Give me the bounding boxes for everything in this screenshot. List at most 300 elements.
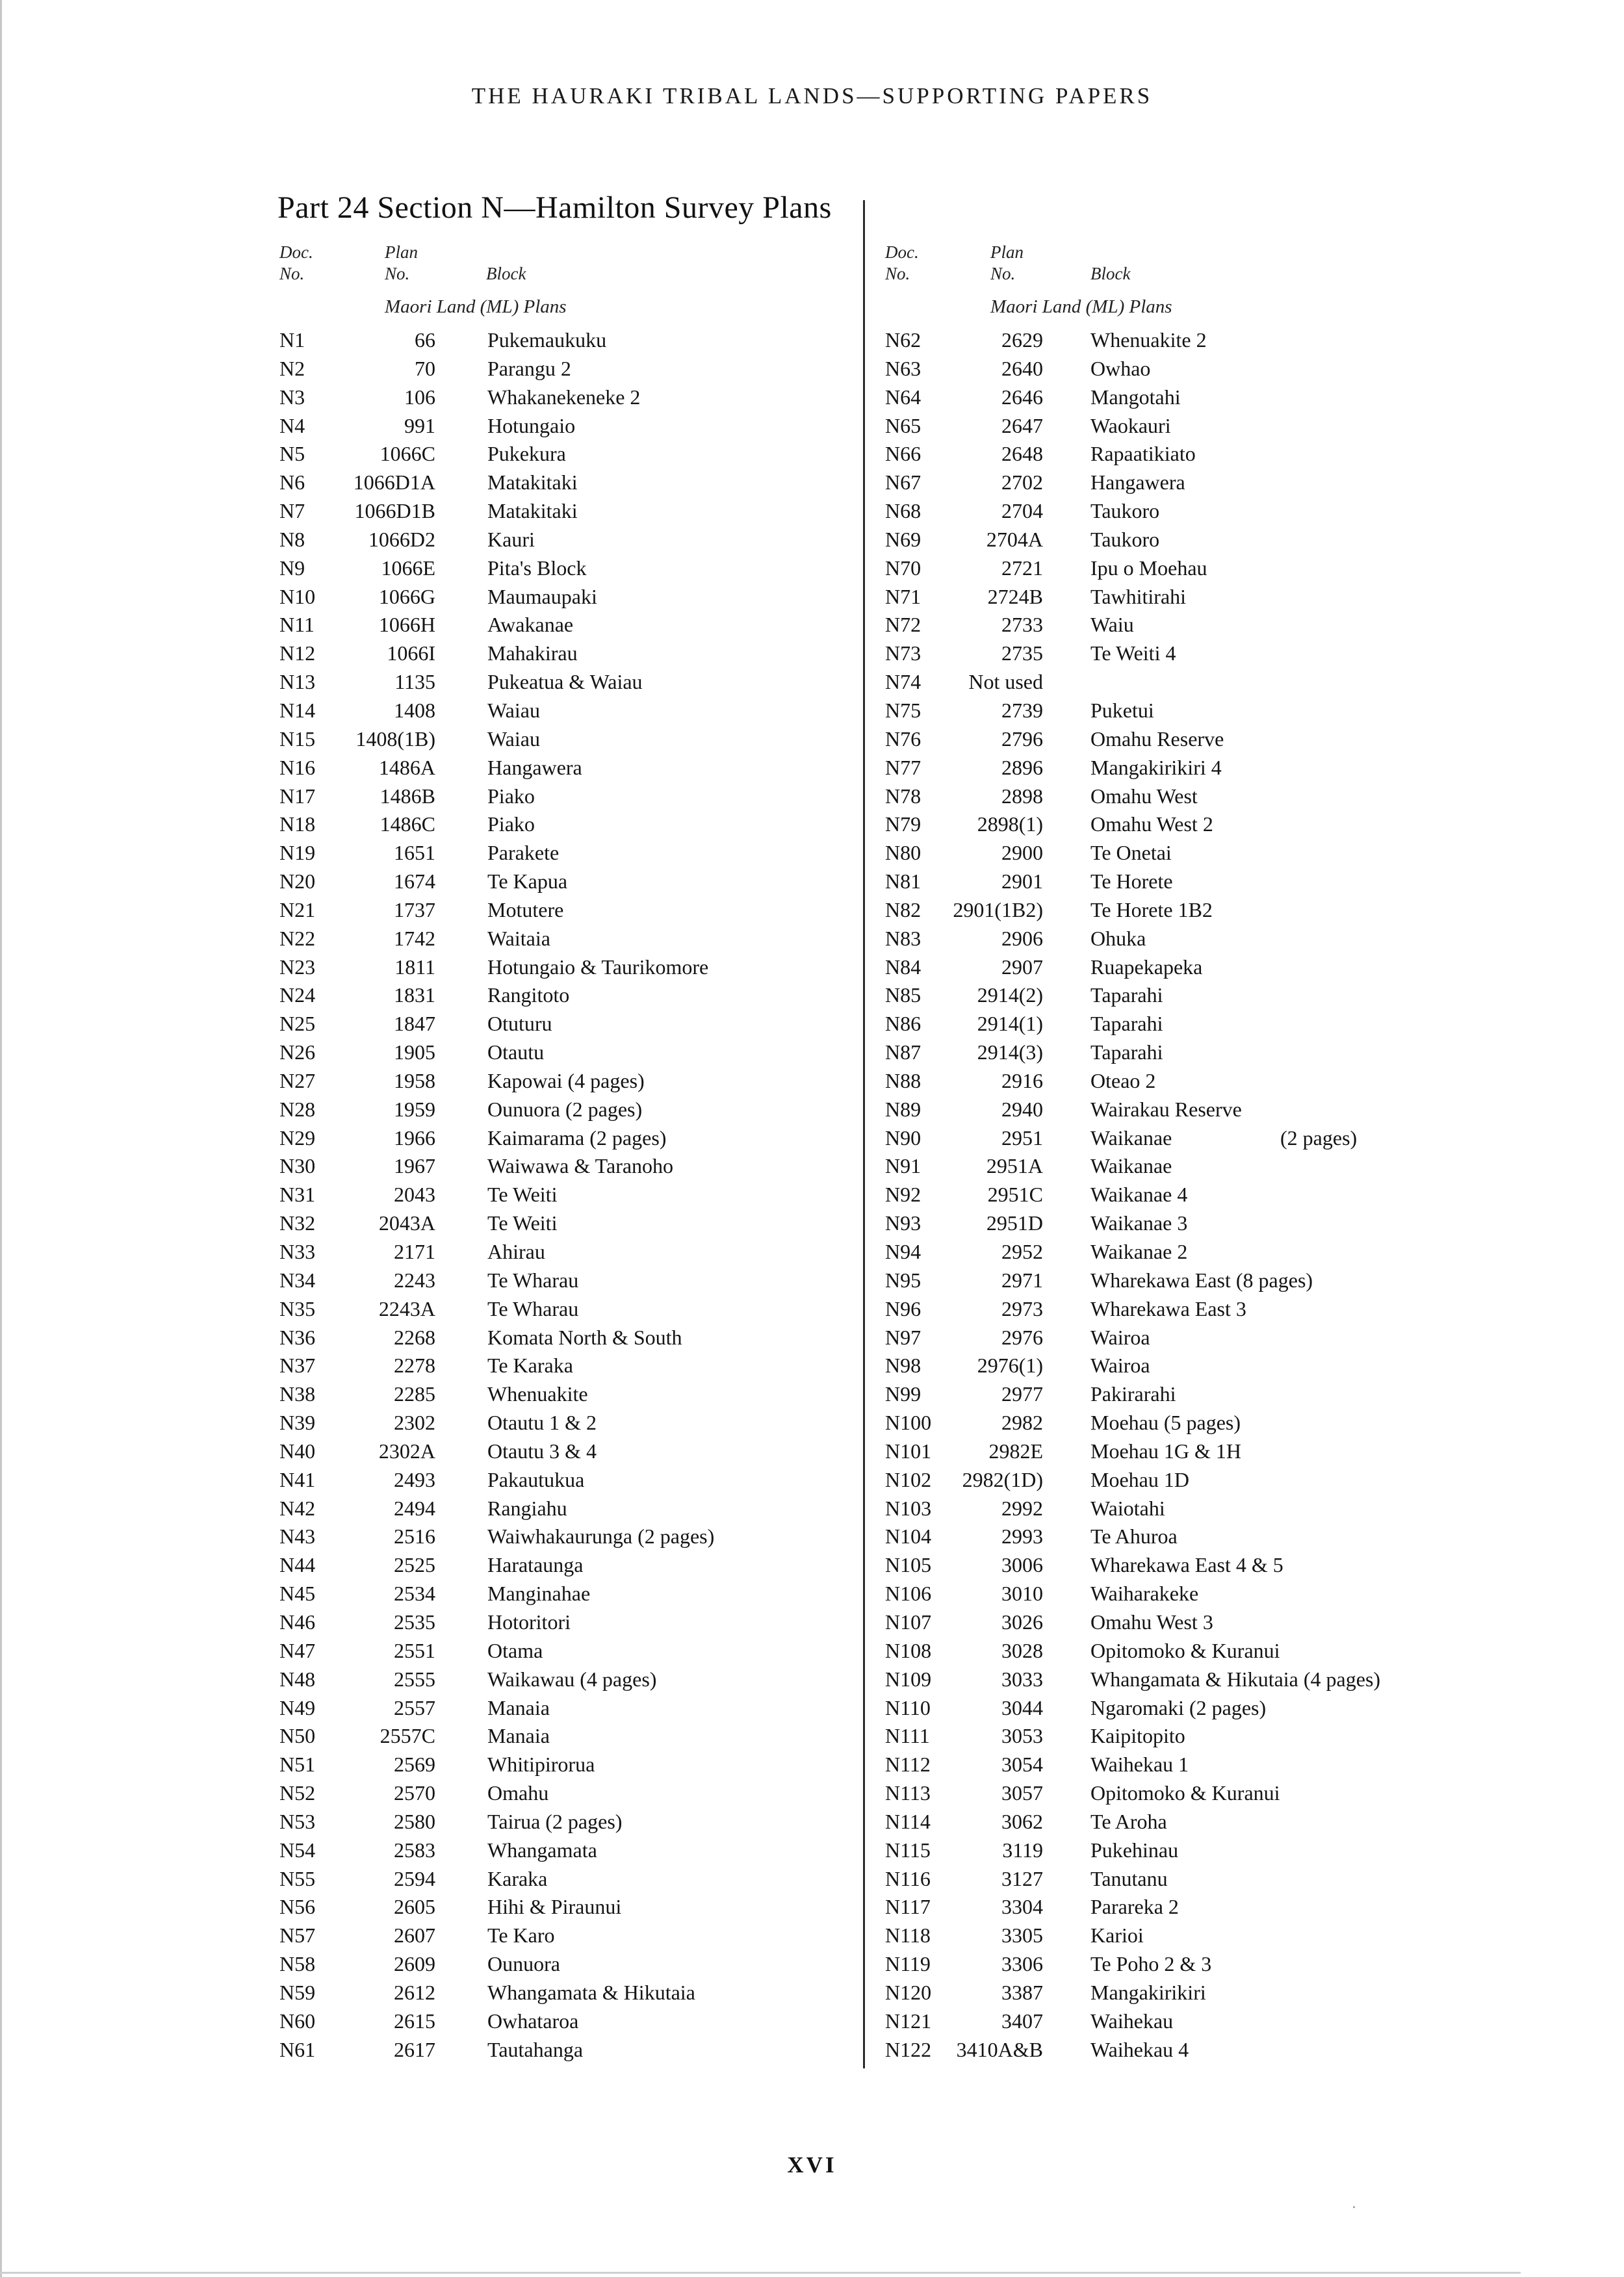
block-name: Te Weiti: [487, 1183, 558, 1207]
plan-number: 106: [404, 385, 435, 409]
doc-number: N16: [279, 755, 316, 779]
table-row: [885, 1836, 1535, 1865]
table-row: [279, 1836, 929, 1865]
plan-number: 3306: [1001, 1952, 1043, 1976]
doc-number: N60: [279, 2009, 316, 2033]
block-name: Waihekau: [1090, 2009, 1174, 2033]
plan-number: 3026: [1001, 1610, 1043, 1634]
doc-number: N15: [279, 727, 316, 751]
table-row: [885, 1551, 1535, 1580]
block-name: Waitaia: [487, 926, 550, 950]
plan-number: 1066H: [378, 613, 435, 637]
plan-number: 1066D1A: [353, 470, 435, 495]
block-name: Taparahi: [1090, 1012, 1163, 1036]
doc-number: N94: [885, 1240, 922, 1263]
block-name: Mangakirikiri 4: [1090, 755, 1222, 779]
block-name: Pakirarahi: [1090, 1382, 1176, 1406]
plan-number: 1486C: [380, 812, 435, 836]
doc-number: N108: [885, 1638, 932, 1662]
table-row: [279, 782, 929, 811]
block-name: Pukehinau: [1090, 1838, 1179, 1862]
table-row: [885, 1295, 1535, 1324]
table-row: [279, 526, 929, 554]
plan-number: 2569: [394, 1753, 435, 1777]
table-row: [885, 1865, 1535, 1894]
plan-number: 1959: [394, 1097, 435, 1121]
doc-number: N45: [279, 1582, 316, 1606]
doc-number: N104: [885, 1524, 932, 1549]
table-row: [279, 1152, 929, 1181]
table-row: [885, 925, 1535, 953]
plan-number: 2609: [394, 1952, 435, 1976]
block-name: Te Karaka: [487, 1354, 573, 1378]
block-name: Manaia: [487, 1724, 550, 1748]
doc-number: N77: [885, 755, 922, 779]
block-name: Omahu West 3: [1090, 1610, 1213, 1634]
doc-number: N49: [279, 1695, 316, 1719]
block-name: Whenuakite 2: [1090, 328, 1207, 352]
block-name: Omahu West: [1090, 784, 1198, 808]
plan-number: 2951C: [987, 1183, 1043, 1207]
table-row: [885, 1067, 1535, 1096]
block-name: Owhataroa: [487, 2009, 579, 2033]
doc-number: N20: [279, 869, 316, 894]
table-row: [279, 1380, 929, 1409]
table-row: [885, 839, 1535, 868]
doc-number: N91: [885, 1154, 922, 1178]
block-name: Te Horete 1B2: [1090, 897, 1213, 921]
plan-number: 2171: [394, 1240, 435, 1263]
table-row: [279, 1238, 929, 1267]
doc-number: N10: [279, 584, 316, 608]
table-row: [279, 1523, 932, 1551]
doc-number: N96: [885, 1296, 922, 1320]
block-name: Waikanae: [1090, 1126, 1172, 1150]
plan-number: 1066D1B: [354, 499, 435, 523]
block-name: Moehau 1D: [1090, 1467, 1189, 1491]
scan-speck: [1353, 2206, 1355, 2208]
doc-number: N103: [885, 1496, 932, 1520]
doc-number: N75: [885, 698, 922, 722]
block-name: Otuturu: [487, 1012, 552, 1036]
doc-number: N100: [885, 1411, 932, 1435]
table-row: [279, 554, 929, 583]
block-name: Manaia: [487, 1695, 550, 1719]
table-row: [279, 469, 929, 497]
block-name: Mangotahi: [1090, 385, 1181, 409]
block-name: Whakanekeneke 2: [487, 385, 641, 409]
block-name: Ounuora: [487, 1952, 560, 1976]
doc-number: N102: [885, 1467, 932, 1491]
doc-number: N65: [885, 413, 922, 437]
doc-number: N76: [885, 727, 922, 751]
table-row: [279, 383, 929, 412]
table-row: [885, 2036, 1535, 2065]
table-row: [279, 1922, 929, 1950]
block-name: Hotungaio: [487, 413, 576, 437]
plan-number: 2898: [1001, 784, 1043, 808]
block-name: Puketui: [1090, 698, 1154, 722]
table-row: [885, 1523, 1535, 1551]
block-name: Te Wharau: [487, 1268, 579, 1292]
doc-number: N117: [885, 1895, 931, 1919]
block-name: Taukoro: [1090, 499, 1160, 523]
table-row: [885, 1608, 1535, 1637]
plan-number: 1958: [394, 1068, 435, 1092]
doc-number: N114: [885, 1809, 931, 1833]
plan-number: 2907: [1001, 955, 1043, 979]
plan-number: 3119: [1002, 1838, 1043, 1862]
table-row: [885, 896, 1535, 925]
doc-number: N51: [279, 1753, 316, 1777]
plan-number: 2901: [1001, 869, 1043, 894]
block-name: Taukoro: [1090, 527, 1160, 551]
table-row: [885, 412, 1535, 441]
ml-plans-subheader: Maori Land (ML) Plans: [990, 296, 1172, 317]
table-row: [885, 1238, 1535, 1267]
plan-number: 2605: [394, 1895, 435, 1919]
plan-number: 2629: [1001, 328, 1043, 352]
table-row: [885, 725, 1535, 754]
table-row: [279, 2007, 932, 2036]
plan-number: 2302A: [378, 1439, 435, 1463]
block-name: Waikanae: [1090, 1154, 1172, 1178]
block-name: Wairoa: [1090, 1325, 1150, 1349]
doc-number: N82: [885, 897, 922, 921]
table-row: [279, 953, 929, 982]
plan-number: 2607: [394, 1923, 435, 1948]
block-name: Hangawera: [487, 755, 582, 779]
table-row: [279, 1267, 929, 1295]
doc-header-line1: Doc.: [885, 242, 919, 262]
table-row: [885, 1437, 1535, 1466]
table-row: [885, 1152, 1535, 1181]
plan-number: 1905: [394, 1040, 435, 1064]
block-name: Rapaatikiato: [1090, 442, 1196, 466]
block-name: Opitomoko & Kuranui: [1090, 1781, 1280, 1805]
table-row: [279, 611, 929, 639]
table-row: [279, 1979, 932, 2007]
plan-number: 3062: [1001, 1809, 1043, 1833]
table-row: [279, 1580, 932, 1608]
table-row: [885, 1495, 1535, 1523]
table-row: [885, 1637, 1535, 1666]
table-row: [279, 1324, 929, 1352]
block-name: Waihekau 1: [1090, 1753, 1189, 1777]
running-header: THE HAURAKI TRIBAL LANDS—SUPPORTING PAPERS: [471, 83, 1153, 109]
doc-number: N99: [885, 1382, 922, 1406]
plan-number: 70: [415, 356, 435, 380]
doc-number: N115: [885, 1838, 931, 1862]
block-name: Ohuka: [1090, 926, 1146, 950]
doc-number: N23: [279, 955, 316, 979]
doc-number: N5: [279, 442, 305, 466]
table-row: [279, 1409, 932, 1437]
plan-number: 2951: [1001, 1126, 1043, 1150]
plan-number: 1408: [394, 698, 435, 722]
page-number: XVI: [787, 2152, 837, 2178]
doc-header-line1: Doc.: [279, 242, 313, 262]
block-name: Otautu: [487, 1040, 545, 1064]
plan-number: 1135: [394, 670, 435, 694]
block-name: Whenuakite: [487, 1382, 588, 1406]
doc-number: N3: [279, 385, 305, 409]
plan-number: 2557C: [380, 1724, 435, 1748]
plan-number: 2739: [1001, 698, 1043, 722]
table-row: [279, 1209, 929, 1238]
plan-number: 3006: [1001, 1553, 1043, 1577]
doc-number: N78: [885, 784, 922, 808]
doc-number: N81: [885, 869, 922, 894]
table-row: [279, 497, 929, 526]
block-name: Otautu 1 & 2: [487, 1411, 597, 1435]
doc-number: N61: [279, 2037, 316, 2061]
doc-number: N6: [279, 470, 305, 495]
doc-number: N119: [885, 1952, 931, 1976]
block-name: Wharekawa East 4 & 5: [1090, 1553, 1283, 1577]
doc-number: N66: [885, 442, 922, 466]
table-row: [279, 1694, 929, 1723]
plan-number: 1651: [394, 841, 435, 865]
block-name: Ahirau: [487, 1240, 545, 1263]
plan-number: 3028: [1001, 1638, 1043, 1662]
table-row: [279, 326, 929, 355]
plan-number: 1408(1B): [355, 727, 435, 751]
table-row: [885, 1181, 1535, 1209]
doc-number: N8: [279, 527, 305, 551]
doc-number: N111: [885, 1724, 930, 1748]
table-row: [279, 1666, 932, 1694]
table-row: [279, 355, 929, 383]
plan-number: 2594: [394, 1866, 435, 1890]
table-row: [279, 1495, 932, 1523]
block-name: Karioi: [1090, 1923, 1144, 1948]
doc-number: N80: [885, 841, 922, 865]
plan-header-line2: No.: [385, 264, 410, 283]
doc-number: N1: [279, 328, 305, 352]
table-row: [885, 526, 1535, 554]
doc-number: N106: [885, 1582, 932, 1606]
block-name: Taparahi: [1090, 983, 1163, 1007]
table-row: [279, 868, 929, 896]
plan-number: 2914(2): [977, 983, 1043, 1007]
table-row: [885, 1751, 1535, 1779]
doc-number: N89: [885, 1097, 922, 1121]
doc-no-header: [279, 242, 313, 285]
block-name: Piako: [487, 784, 535, 808]
plan-number: 2940: [1001, 1097, 1043, 1121]
block-name: Komata North & South: [487, 1325, 682, 1349]
block-name: Pukeatua & Waiau: [487, 670, 643, 694]
plan-number: 2516: [394, 1524, 435, 1549]
plan-number: 2043A: [378, 1211, 435, 1235]
table-row: [279, 1352, 929, 1380]
plan-number: 2557: [394, 1695, 435, 1719]
table-row: [279, 839, 929, 868]
table-row: [885, 810, 1535, 839]
table-row: [279, 1950, 929, 1979]
block-name: Omahu Reserve: [1090, 727, 1224, 751]
block-name: Te Weiti: [487, 1211, 558, 1235]
plan-number: 1742: [394, 926, 435, 950]
plan-number: 1831: [394, 983, 435, 1007]
table-row: [279, 925, 929, 953]
plan-number: 2043: [394, 1183, 435, 1207]
doc-number: N87: [885, 1040, 922, 1064]
plan-number: 2551: [394, 1638, 435, 1662]
block-name: Karaka: [487, 1866, 548, 1890]
block-name: Te Onetai: [1090, 841, 1172, 865]
plan-number: 2971: [1001, 1268, 1043, 1292]
plan-number: 2704: [1001, 499, 1043, 523]
block-name: Waiu: [1090, 613, 1134, 637]
doc-number: N31: [279, 1183, 316, 1207]
table-row: [279, 412, 929, 441]
block-name: Kaimarama (2 pages): [487, 1126, 667, 1150]
block-name: Te Wharau: [487, 1296, 579, 1320]
plan-number: 2617: [394, 2037, 435, 2061]
doc-number: N36: [279, 1325, 316, 1349]
doc-number: N18: [279, 812, 316, 836]
table-row: [279, 1067, 929, 1096]
plan-number: 2900: [1001, 841, 1043, 865]
table-row: [279, 1096, 929, 1124]
doc-number: N25: [279, 1012, 316, 1036]
table-row: [279, 1808, 929, 1836]
plan-number: 1486A: [378, 755, 435, 779]
block-name: Ngaromaki (2 pages): [1090, 1695, 1267, 1719]
doc-number: N92: [885, 1183, 922, 1207]
block-name: Waiwawa & Taranoho: [487, 1154, 674, 1178]
block-name: Whitipirorua: [487, 1753, 595, 1777]
doc-number: N35: [279, 1296, 316, 1320]
table-row: [885, 1722, 1535, 1751]
doc-number: N40: [279, 1439, 316, 1463]
table-row: [279, 981, 929, 1010]
doc-number: N97: [885, 1325, 922, 1349]
block-name: Tautahanga: [487, 2037, 584, 2061]
plan-number: 2647: [1001, 413, 1043, 437]
block-name: Waihekau 4: [1090, 2037, 1189, 2061]
table-row: [279, 440, 929, 469]
block-name: Hotungaio & Taurikomore: [487, 955, 709, 979]
doc-number: N90: [885, 1126, 922, 1150]
block-name: Awakanae: [487, 613, 574, 637]
doc-number: N2: [279, 356, 305, 380]
plan-number: 2976: [1001, 1325, 1043, 1349]
doc-number: N67: [885, 470, 922, 495]
block-name: Owhao: [1090, 356, 1151, 380]
left-table: [279, 326, 932, 2064]
block-name: Te Kapua: [487, 869, 568, 894]
block-name: Tairua (2 pages): [487, 1809, 623, 1833]
block-name: Moehau (5 pages): [1090, 1411, 1241, 1435]
table-row: [885, 440, 1535, 469]
plan-number: 2278: [394, 1354, 435, 1378]
block-name: Hihi & Piraunui: [487, 1895, 622, 1919]
table-row: [279, 1466, 932, 1495]
table-row: [885, 1779, 1535, 1808]
doc-number: N70: [885, 556, 922, 580]
block-name: Matakitaki: [487, 499, 578, 523]
doc-number: N79: [885, 812, 922, 836]
block-name: Pakautukua: [487, 1467, 585, 1491]
block-name: Hangawera: [1090, 470, 1185, 495]
block-name: Te Poho 2 & 3: [1090, 1952, 1212, 1976]
table-row: [885, 953, 1535, 982]
doc-number: N30: [279, 1154, 316, 1178]
doc-number: N42: [279, 1496, 316, 1520]
table-row: [279, 1779, 929, 1808]
block-name: Waiwhakaurunga (2 pages): [487, 1524, 715, 1549]
block-name: Mangakirikiri: [1090, 1980, 1206, 2004]
doc-number: N109: [885, 1667, 932, 1691]
block-name: Tawhitirahi: [1090, 584, 1187, 608]
doc-number: N64: [885, 385, 922, 409]
block-name: Waokauri: [1090, 413, 1171, 437]
doc-number: N93: [885, 1211, 922, 1235]
block-name: Waikanae 4: [1090, 1183, 1188, 1207]
plan-number: 2896: [1001, 755, 1043, 779]
doc-number: N98: [885, 1354, 922, 1378]
table-row: [885, 1694, 1535, 1723]
table-row: [885, 868, 1535, 896]
plan-number: 3304: [1001, 1895, 1043, 1919]
block-name: Parangu 2: [487, 356, 571, 380]
table-row: [279, 639, 929, 668]
doc-number: N112: [885, 1753, 931, 1777]
plan-number: 2555: [394, 1667, 435, 1691]
block-name: Harataunga: [487, 1553, 584, 1577]
plan-number: 3057: [1001, 1781, 1043, 1805]
plan-number: 2704A: [986, 527, 1043, 551]
table-row: [885, 697, 1535, 725]
table-row: [279, 1295, 929, 1324]
block-name: Wairakau Reserve: [1090, 1097, 1242, 1121]
plan-number: 2721: [1001, 556, 1043, 580]
plan-number: 2493: [394, 1467, 435, 1491]
table-row: [279, 2036, 932, 2065]
table-row: [279, 1608, 932, 1637]
table-row: [279, 668, 929, 697]
block-name: Te Aroha: [1090, 1809, 1167, 1833]
doc-number: N39: [279, 1411, 316, 1435]
doc-number: N46: [279, 1610, 316, 1634]
plan-number: 3407: [1001, 2009, 1043, 2033]
doc-number: N28: [279, 1097, 316, 1121]
plan-number: 2570: [394, 1781, 435, 1805]
doc-number: N24: [279, 983, 316, 1007]
doc-number: N95: [885, 1268, 922, 1292]
plan-number: 3410A&B: [956, 2037, 1043, 2061]
doc-number: N113: [885, 1781, 931, 1805]
doc-number: N17: [279, 784, 316, 808]
plan-number: 2951D: [986, 1211, 1043, 1235]
table-row: [279, 1010, 929, 1038]
doc-number: N84: [885, 955, 922, 979]
plan-number: 2901(1B2): [953, 897, 1043, 921]
plan-number: 3053: [1001, 1724, 1043, 1748]
block-name: Hotoritori: [487, 1610, 571, 1634]
plan-number: 2993: [1001, 1524, 1043, 1549]
doc-number: N73: [885, 641, 922, 665]
table-row: [885, 1580, 1535, 1608]
doc-number: N38: [279, 1382, 316, 1406]
block-name: Waiau: [487, 698, 540, 722]
block-name: Motutere: [487, 897, 564, 921]
plan-number: 1847: [394, 1012, 435, 1036]
row-note: (2 pages): [1280, 1126, 1358, 1150]
